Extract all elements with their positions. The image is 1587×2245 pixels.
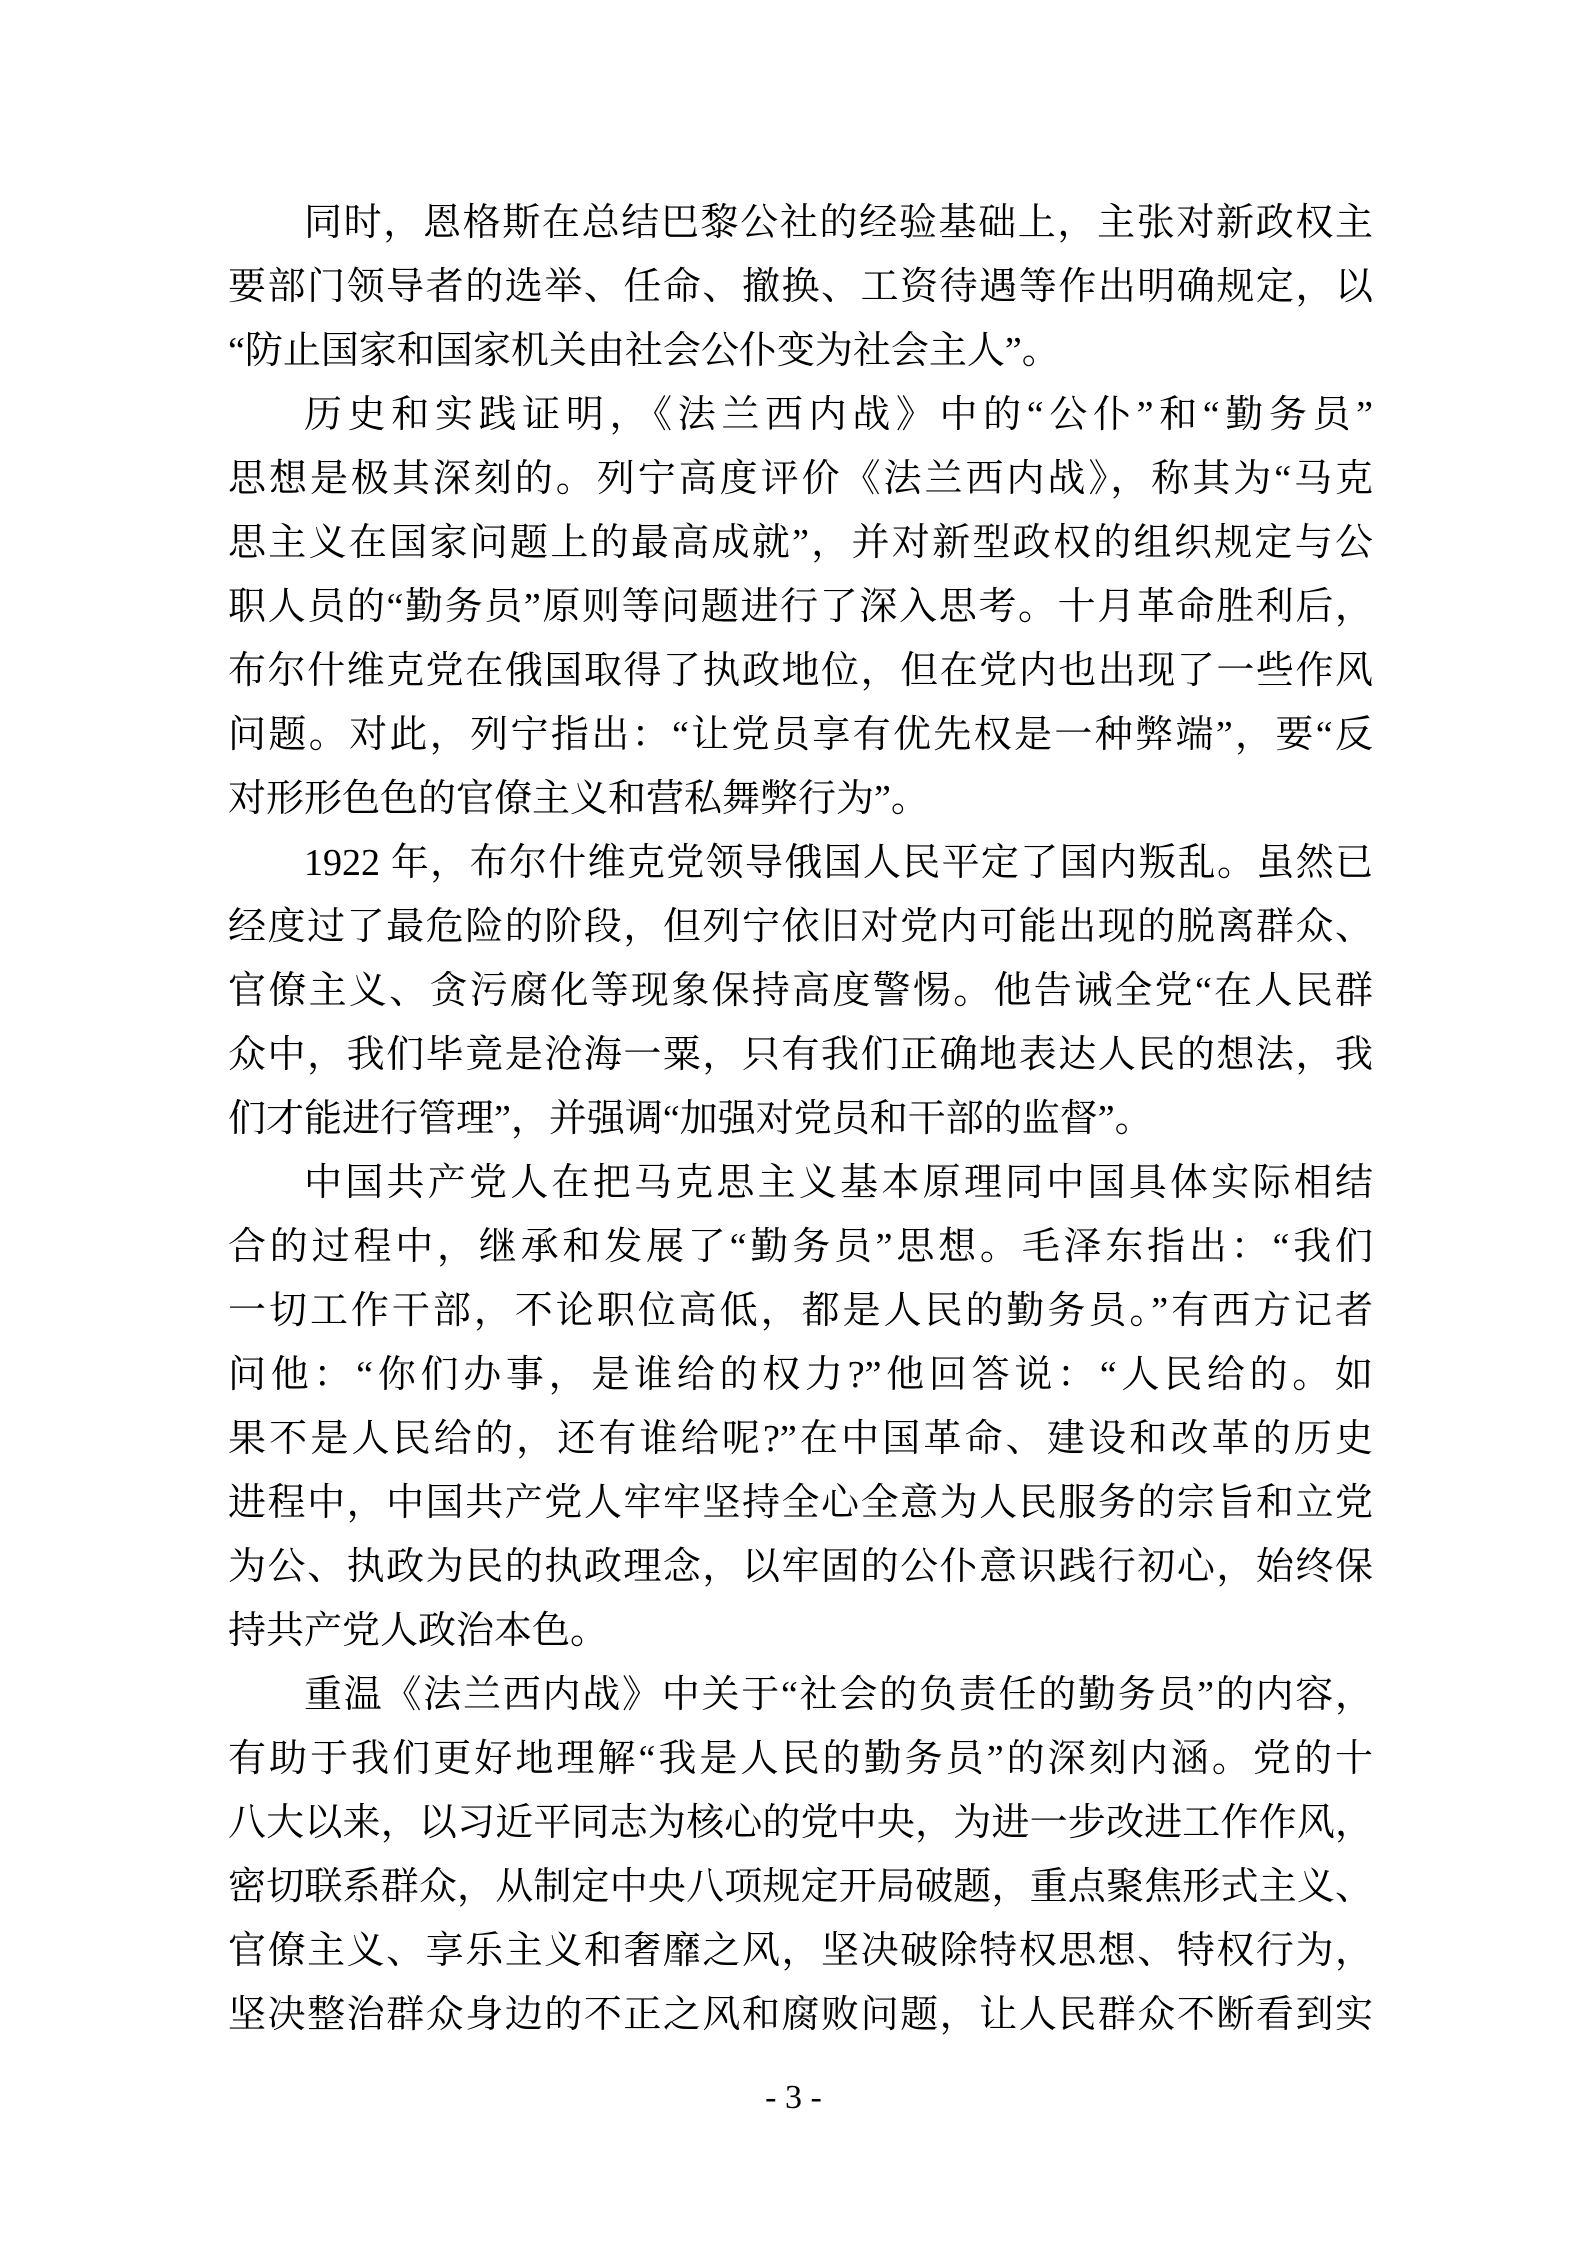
text-line: 坚决整治群众身边的不正之风和腐败问题，让人民群众不断看到实: [228, 1994, 1373, 2036]
text-line: 同时，恩格斯在总结巴黎公社的经验基础上，主张对新政权主: [304, 202, 1373, 244]
text-line: 八大以来，以习近平同志为核心的党中央，为进一步改进工作作风，: [228, 1802, 1373, 1844]
text-line: 官僚主义、贪污腐化等现象保持高度警惕。他告诫全党“在人民群: [228, 970, 1373, 1012]
text-line: 有助于我们更好地理解“我是人民的勤务员”的深刻内涵。党的十: [228, 1738, 1373, 1780]
text-line: 密切联系群众，从制定中央八项规定开局破题，重点聚焦形式主义、: [228, 1866, 1373, 1908]
text-line: 重温《法兰西内战》中关于“社会的负责任的勤务员”的内容，: [304, 1674, 1373, 1716]
paragraph: [228, 831, 1373, 1151]
text-line: 们才能进行管理”，并强调“加强对党员和干部的监督”。: [228, 1098, 1153, 1140]
text-line: 官僚主义、享乐主义和奢靡之风，坚决破除特权思想、特权行为，: [228, 1930, 1373, 1972]
text-line: “防止国家和国家机关由社会公仆变为社会主人”。: [228, 330, 1060, 372]
text-line: 进程中，中国共产党人牢牢坚持全心全意为人民服务的宗旨和立党: [228, 1482, 1373, 1524]
text-line: 众中，我们毕竟是沧海一粟，只有我们正确地表达人民的想法，我: [228, 1034, 1373, 1076]
text-line: 果不是人民给的，还有谁给呢?”在中国革命、建设和改革的历史: [228, 1418, 1373, 1460]
text-line: 职人员的“勤务员”原则等问题进行了深入思考。十月革命胜利后，: [228, 586, 1373, 628]
text-line: 历史和实践证明，《法兰西内战》中的“公仆”和“勤务员”: [304, 394, 1373, 436]
text-line: 对形形色色的官僚主义和营私舞弊行为”。: [228, 778, 929, 820]
paragraph: [228, 1151, 1373, 1663]
paragraph: [228, 1663, 1373, 2047]
text-line: 思主义在国家问题上的最高成就”，并对新型政权的组织规定与公: [228, 522, 1373, 564]
text-line: 问他：“你们办事，是谁给的权力?”他回答说：“人民给的。如: [228, 1354, 1373, 1396]
text-line: 一切工作干部，不论职位高低，都是人民的勤务员。”有西方记者: [228, 1290, 1373, 1332]
text-line: 问题。对此，列宁指出：“让党员享有优先权是一种弊端”，要“反: [228, 714, 1373, 756]
text-line: 1922 年，布尔什维克党领导俄国人民平定了国内叛乱。虽然已: [304, 842, 1373, 884]
text-line: 思想是极其深刻的。列宁高度评价《法兰西内战》，称其为“马克: [228, 458, 1373, 500]
text-line: 中国共产党人在把马克思主义基本原理同中国具体实际相结: [304, 1162, 1373, 1204]
page-number: - 3 -: [765, 2079, 822, 2116]
document-body: [228, 191, 1373, 2047]
paragraph: [228, 383, 1373, 831]
paragraph: [228, 191, 1373, 383]
text-line: 持共产党人政治本色。: [228, 1610, 609, 1652]
text-line: 经度过了最危险的阶段，但列宁依旧对党内可能出现的脱离群众、: [228, 906, 1373, 948]
text-line: 要部门领导者的选举、任命、撤换、工资待遇等作出明确规定，以: [228, 266, 1373, 308]
text-line: 合的过程中，继承和发展了“勤务员”思想。毛泽东指出：“我们: [228, 1226, 1373, 1268]
text-line: 为公、执政为民的执政理念，以牢固的公仆意识践行初心，始终保: [228, 1546, 1373, 1588]
text-line: 布尔什维克党在俄国取得了执政地位，但在党内也出现了一些作风: [228, 650, 1373, 692]
